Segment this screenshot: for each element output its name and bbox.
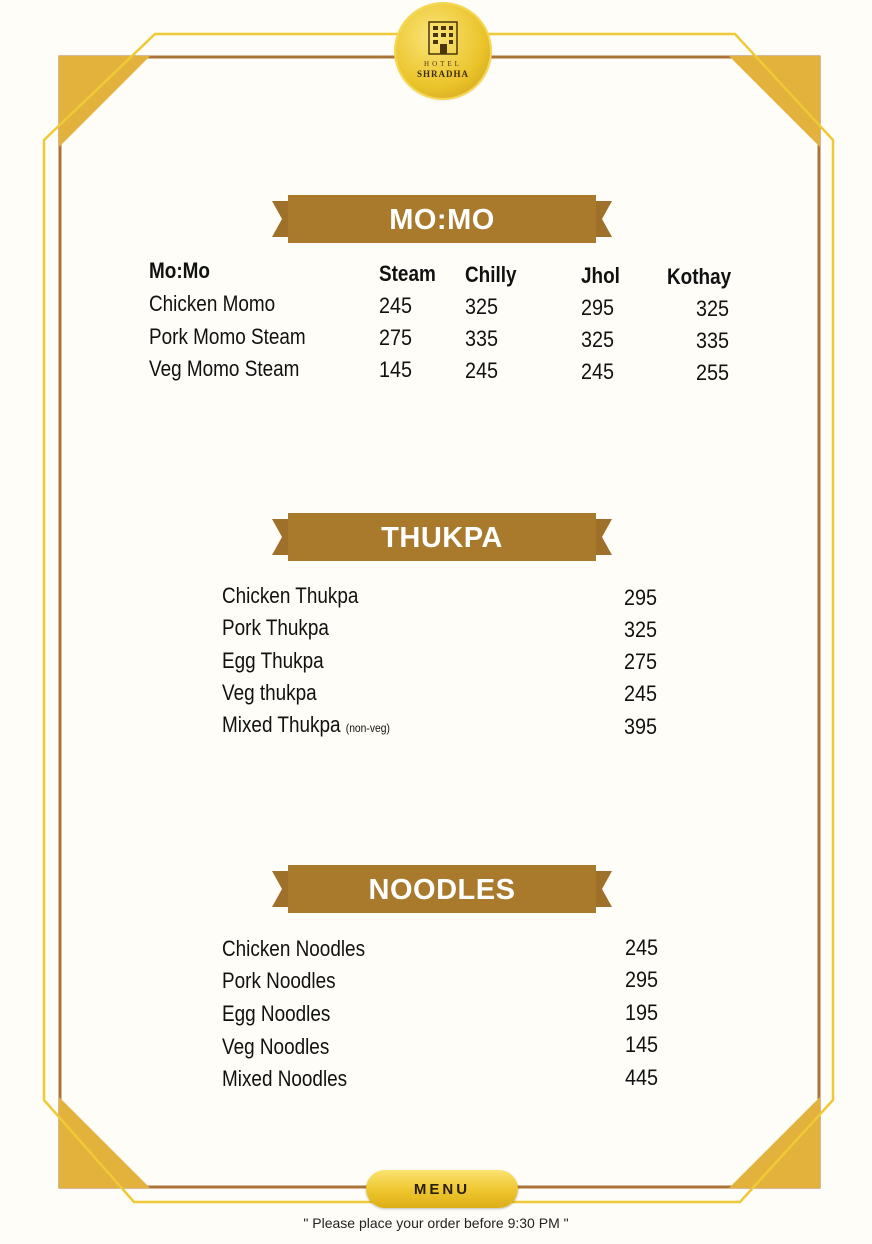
thukpa-item-label: Mixed Thukpa xyxy=(222,712,341,737)
momo-price-kothay: 325 xyxy=(696,296,730,321)
momo-header-chilly: Chilly xyxy=(465,262,517,287)
noodles-item-name: Veg Noodles xyxy=(222,1034,330,1059)
momo-header-kothay: Kothay xyxy=(667,264,732,289)
thukpa-item-price: 245 xyxy=(624,681,658,706)
momo-price-chilly: 245 xyxy=(465,358,499,383)
thukpa-item-name xyxy=(222,712,390,738)
hotel-logo xyxy=(396,4,490,98)
momo-item-name: Pork Momo Steam xyxy=(149,324,306,349)
thukpa-item-price: 295 xyxy=(624,585,658,610)
noodles-item-price: 445 xyxy=(625,1065,659,1090)
noodles-item-price: 295 xyxy=(625,967,659,992)
momo-price-steam: 275 xyxy=(379,325,413,350)
building-icon xyxy=(426,18,460,56)
momo-price-kothay: 255 xyxy=(696,360,730,385)
momo-header-steam: Steam xyxy=(379,261,436,286)
momo-price-steam: 245 xyxy=(379,293,413,318)
section-banner-momo xyxy=(272,195,612,243)
section-title-noodles: NOODLES xyxy=(368,874,516,906)
corner-triangle-top-right xyxy=(729,56,820,147)
momo-price-jhol: 295 xyxy=(581,295,615,320)
order-time-note: " Please place your order before 9:30 PM " xyxy=(303,1215,569,1231)
momo-price-chilly: 335 xyxy=(465,326,499,351)
logo-hotel-name: SHRADHA xyxy=(416,69,469,79)
corner-triangle-bottom-right xyxy=(729,1097,820,1188)
thukpa-item-name: Chicken Thukpa xyxy=(222,583,359,608)
noodles-item-price: 145 xyxy=(625,1032,659,1057)
thukpa-item-name: Pork Thukpa xyxy=(222,615,329,640)
thukpa-item-price: 275 xyxy=(624,649,658,674)
momo-price-kothay: 335 xyxy=(696,328,730,353)
momo-header-name: Mo:Mo xyxy=(149,258,210,283)
corner-triangle-bottom-left xyxy=(59,1097,150,1188)
momo-price-jhol: 245 xyxy=(581,359,615,384)
section-banner-noodles xyxy=(272,865,612,913)
momo-price-jhol: 325 xyxy=(581,327,615,352)
noodles-item-price: 195 xyxy=(625,1000,659,1025)
noodles-item-name: Chicken Noodles xyxy=(222,936,366,961)
thukpa-item-price: 325 xyxy=(624,617,658,642)
thukpa-item-note: (non-veg) xyxy=(345,721,390,735)
momo-price-chilly: 325 xyxy=(465,294,499,319)
noodles-item-name: Egg Noodles xyxy=(222,1001,331,1026)
section-banner-thukpa xyxy=(272,513,612,561)
momo-header-jhol: Jhol xyxy=(581,263,620,288)
section-title-thukpa: THUKPA xyxy=(381,522,503,554)
logo-hotel-text: HOTEL xyxy=(424,60,462,68)
noodles-item-name: Pork Noodles xyxy=(222,968,336,993)
menu-label-pill: MENU xyxy=(366,1170,518,1208)
momo-item-name: Chicken Momo xyxy=(149,291,276,316)
section-title-momo: MO:MO xyxy=(389,204,495,236)
corner-triangle-top-left xyxy=(59,56,150,147)
noodles-item-name: Mixed Noodles xyxy=(222,1066,348,1091)
thukpa-item-name: Egg Thukpa xyxy=(222,648,324,673)
thukpa-item-name: Veg thukpa xyxy=(222,680,317,705)
momo-price-steam: 145 xyxy=(379,357,413,382)
thukpa-item-price: 395 xyxy=(624,714,658,739)
noodles-item-price: 245 xyxy=(625,935,659,960)
momo-item-name: Veg Momo Steam xyxy=(149,356,300,381)
